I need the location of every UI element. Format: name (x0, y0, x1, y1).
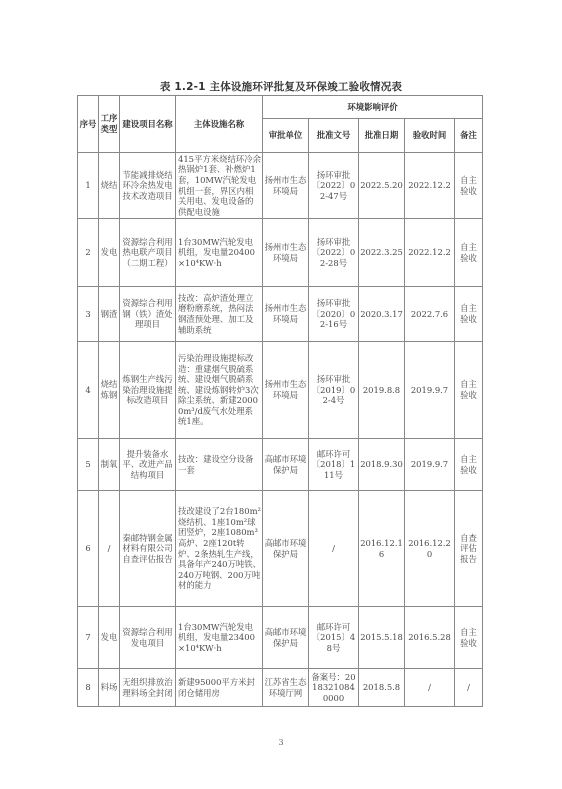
table-row (78, 491, 483, 607)
cell-date: 2018.5.8 (359, 669, 405, 707)
cell-authority: 扬州市生态环境局 (263, 342, 309, 439)
table-caption: 表 1.2-1 主体设施环评批复及环保竣工验收情况表 (159, 81, 403, 93)
cell-accept: 2016.5.28 (405, 607, 455, 669)
cell-no: 6 (78, 491, 99, 607)
cell-no: 5 (78, 439, 99, 491)
cell-facility: 技改：建设空分设备一套 (176, 439, 263, 491)
table-row (78, 669, 483, 707)
cell-authority: 扬州市生态环境局 (263, 287, 309, 342)
cell-type: 料场 (99, 669, 120, 707)
cell-type: / (99, 491, 120, 607)
cell-facility: 技改：高炉渣处理立磨粉磨系统，热闷法钢渣预处理、加工及辅助系统 (176, 287, 263, 342)
cell-doc: 扬环审批〔2020〕02-16号 (309, 287, 359, 342)
table-row (78, 153, 483, 219)
cell-doc: 备案号：20183210840000 (309, 669, 359, 707)
cell-accept: 2016.12.20 (405, 491, 455, 607)
cell-doc: 扬环审批〔2022〕02-47号 (309, 153, 359, 219)
cell-project: 节能减排烧结环冷余热发电技术改造项目 (120, 153, 176, 219)
cell-facility: 新建95000平方米封闭仓储用房 (176, 669, 263, 707)
cell-no: 7 (78, 607, 99, 669)
cell-accept: 2022.12.2 (405, 153, 455, 219)
cell-note: 自主验收 (455, 219, 483, 287)
cell-authority: 高邮市环境保护局 (263, 491, 309, 607)
cell-doc: / (309, 491, 359, 607)
cell-date: 2019.8.8 (359, 342, 405, 439)
header-type: 工序类型 (99, 96, 120, 153)
cell-doc: 扬环审批〔2022〕02-28号 (309, 219, 359, 287)
cell-note: 自主验收 (455, 342, 483, 439)
cell-note: 自主验收 (455, 439, 483, 491)
cell-project: 资源综合利用发电项目 (120, 607, 176, 669)
cell-date: 2020.3.17 (359, 287, 405, 342)
cell-authority: 扬州市生态环境局 (263, 153, 309, 219)
cell-note: / (455, 669, 483, 707)
cell-date: 2018.9.30 (359, 439, 405, 491)
cell-facility: 污染治理设施提标改造：重建烟气脱硫系统、建设烟气脱硝系统、建设炼钢转炉3次除尘系统、新建20000m³/d废气水处理系统1座。 (176, 342, 263, 439)
cell-no: 8 (78, 669, 99, 707)
cell-note: 自主验收 (455, 153, 483, 219)
table-row (78, 607, 483, 669)
cell-project: 资源综合利用钢（铁）渣处理项目 (120, 287, 176, 342)
cell-authority: 扬州市生态环境局 (263, 219, 309, 287)
cell-authority: 江苏省生态环境厅网 (263, 669, 309, 707)
cell-accept: 2022.7.6 (405, 287, 455, 342)
cell-no: 4 (78, 342, 99, 439)
cell-authority: 高邮市环境保护局 (263, 439, 309, 491)
header-doc: 批准文号 (309, 119, 359, 153)
cell-type: 发电 (99, 219, 120, 287)
cell-doc: 邮环许可〔2018〕111号 (309, 439, 359, 491)
header-env-group: 环境影响评价 (263, 96, 483, 119)
header-note: 备注 (455, 119, 483, 153)
cell-note: 自主验收 (455, 607, 483, 669)
header-authority: 审批单位 (263, 119, 309, 153)
cell-project: 无组织排放治理料场全封闭 (120, 669, 176, 707)
cell-type: 发电 (99, 607, 120, 669)
header-project: 建设项目名称 (120, 96, 176, 153)
cell-project: 炼钢生产线污染治理设施提标改造项目 (120, 342, 176, 439)
cell-project: 秦邮特钢金属材料有限公司自查评估报告 (120, 491, 176, 607)
cell-note: 自查评估报告 (455, 491, 483, 607)
cell-no: 3 (78, 287, 99, 342)
cell-facility: 415平方米烧结环冷余热锅炉1套、补燃炉1套，10MW汽轮发电机组一套，界区内相关用电、发电设备的供配电设施 (176, 153, 263, 219)
header-accept: 验收时间 (405, 119, 455, 153)
cell-doc: 邮环许可〔2015〕48号 (309, 607, 359, 669)
cell-type: 烧结炼钢 (99, 342, 120, 439)
cell-type: 钢渣 (99, 287, 120, 342)
cell-type: 烧结 (99, 153, 120, 219)
cell-accept: 2019.9.7 (405, 439, 455, 491)
cell-accept: 2022.12.2 (405, 219, 455, 287)
page-number: 3 (278, 738, 284, 747)
cell-facility: 技改建设了2台180m²烧结机、1座10m²球团竖炉，2座1080m³高炉、2座120t转炉、2条热轧生产线，具备年产240万吨铁、240万吨钢、200万吨材的能力 (176, 491, 263, 607)
cell-doc: 扬环审批〔2019〕02-4号 (309, 342, 359, 439)
approval-table (77, 95, 483, 707)
cell-authority: 高邮市环境保护局 (263, 607, 309, 669)
cell-no: 2 (78, 219, 99, 287)
header-facility: 主体设施名称 (176, 96, 263, 153)
cell-note: 自主验收 (455, 287, 483, 342)
cell-no: 1 (78, 153, 99, 219)
cell-facility: 1台30MW汽轮发电机组，发电量23400×10⁴KW·h (176, 607, 263, 669)
cell-accept: 2019.9.7 (405, 342, 455, 439)
cell-date: 2015.5.18 (359, 607, 405, 669)
table-row (78, 342, 483, 439)
header-seq: 序号 (78, 96, 99, 153)
header-date: 批准日期 (359, 119, 405, 153)
cell-date: 2016.12.16 (359, 491, 405, 607)
cell-date: 2022.5.20 (359, 153, 405, 219)
table-row (78, 287, 483, 342)
cell-date: 2022.3.25 (359, 219, 405, 287)
cell-type: 制氧 (99, 439, 120, 491)
table-row (78, 439, 483, 491)
table-row (78, 219, 483, 287)
cell-project: 资源综合利用热电联产项目（二期工程） (120, 219, 176, 287)
cell-accept: / (405, 669, 455, 707)
cell-facility: 1台30MW汽轮发电机组，发电量20400×10⁴KW·h (176, 219, 263, 287)
cell-project: 提升装备水平、改进产品结构项目 (120, 439, 176, 491)
